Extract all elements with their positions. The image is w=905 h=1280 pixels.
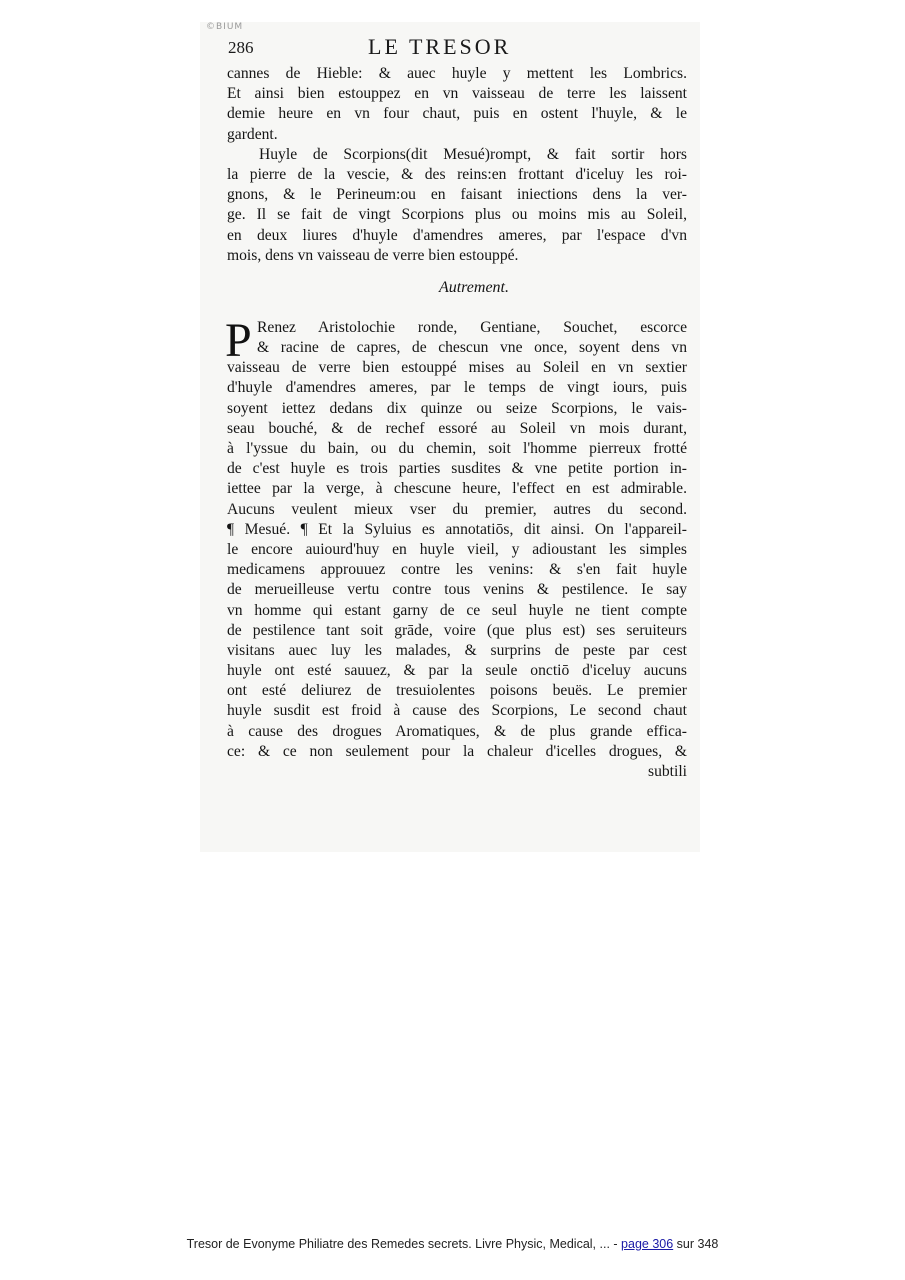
text-line: de c'est huyle es trois parties susdites & vne petite portion in-	[227, 460, 687, 478]
text-line: huyle susdit est froid à cause des Scorpions, Le second chaut	[227, 702, 687, 720]
text-line: de pestilence tant soit grāde, voire (que plus est) ses seruiteurs	[227, 621, 687, 639]
text-line: ge. Il se fait de vingt Scorpions plus ou moins mis au Soleil,	[227, 206, 687, 224]
text-line: cannes de Hieble: & auec huyle y mettent les Lombrics.	[227, 65, 687, 82]
text-line: demie heure en vn four chaut, puis en ostent l'huyle, & le	[227, 105, 687, 123]
section-heading: Autrement.	[438, 278, 509, 296]
text-line: Huyle de Scorpions(dit Mesué)rompt, & fait sortir hors	[259, 145, 687, 163]
text-line: seau bouché, & de rechef essoré au Soleil vn mois durant,	[227, 419, 687, 437]
text-line: vn homme qui estant garny de ce seul huyle ne tient compte	[227, 601, 687, 619]
body-text	[227, 64, 687, 782]
text-line: huyle ont esté sauuez, & par la seule onctiō d'iceluy aucuns	[227, 662, 687, 680]
text-line: mois, dens vn vaisseau de verre bien estouppé.	[227, 246, 519, 264]
drop-cap: P	[225, 313, 252, 367]
text-line: gardent.	[227, 125, 278, 143]
catchword: subtili	[648, 763, 687, 780]
text-line: & racine de capres, de chescun vne once, soyent dens vn	[257, 339, 687, 357]
text-line: à l'yssue du bain, ou du chemin, soit l'homme pierreux frotté	[227, 440, 687, 457]
text-line-content: Renez Aristolochie ronde, Gentiane, Souchet, escorce	[257, 318, 687, 336]
page-link[interactable]: page 306	[621, 1237, 674, 1251]
paragraph-autrement	[225, 313, 687, 782]
text-line: visitans auec luy les malades, & surprins de peste par cest	[227, 641, 687, 659]
text-line: en deux liures d'huyle d'amendres ameres, par l'espace d'vn	[227, 226, 687, 244]
text-line: ont esté deliurez de tresuiolentes poisons beuës. Le premier	[227, 682, 687, 700]
book-title: Tresor de Evonyme Philiatre des Remedes secrets. Livre Physic, Medical, ... -	[186, 1237, 618, 1251]
text-line: iettee par la verge, à chescune heure, l'effect en est admirable.	[227, 480, 687, 498]
text-line: à cause des drogues Aromatiques, & de plus grande effica-	[227, 722, 687, 740]
text-line: medicamens approuuez contre les venins: & s'en fait huyle	[227, 561, 687, 579]
text-line: ce: & ce non seulement pour la chaleur d'icelles drogues, &	[227, 742, 687, 760]
text-line: Aucuns veulent mieux vser du premier, autres du second.	[227, 500, 687, 518]
text-line: vaisseau de verre bien estouppé mises au Soleil en vn sextier	[227, 359, 687, 377]
text-line: le encore auiourd'huy en huyle vieil, y adioustant les simples	[227, 540, 687, 558]
paragraph-top	[227, 64, 687, 145]
running-head: LE TRESOR	[368, 34, 512, 59]
text-line: gnons, & le Perineum:ou en faisant iniections dens la ver-	[227, 186, 687, 204]
page-number: 286	[228, 38, 254, 57]
text-line: de merueilleuse vertu contre tous venins & pestilence. Ie say	[227, 581, 687, 599]
text-line: ¶ Mesué. ¶ Et la Syluius es annotatiōs, dit ainsi. On l'appareil-	[227, 520, 687, 538]
viewer-footer	[0, 1237, 905, 1251]
paragraph-scorpions	[227, 145, 687, 266]
text-line: soyent iettez dedans dix quinze ou seize Scorpions, le vais-	[227, 399, 687, 417]
bium-watermark: ©BIUM	[206, 22, 244, 32]
text-line: Et ainsi bien estouppez en vn vaisseau de terre les laissent	[227, 85, 687, 103]
text-line: la pierre de la vescie, & des reins:en frottant d'iceluy les roi-	[227, 165, 687, 183]
page-total: sur 348	[676, 1237, 719, 1251]
text-line: d'huyle d'amendres ameres, par le temps de vingt iours, puis	[227, 379, 687, 397]
scanned-page	[200, 22, 700, 852]
